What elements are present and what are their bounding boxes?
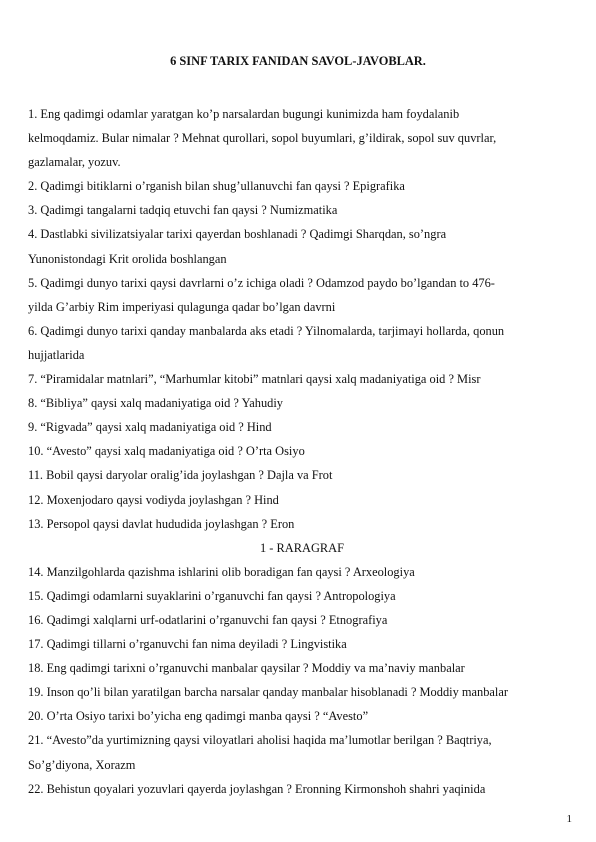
text-line: 17. Qadimgi tillarni o’rganuvchi fan nima deyiladi ? Lingvistika bbox=[28, 637, 347, 652]
text-line: Yunonistondagi Krit orolida boshlangan bbox=[28, 251, 227, 266]
text-line: So’g’diyona, Xorazm bbox=[28, 757, 136, 772]
text-line: 15. Qadimgi odamlarni suyaklarini o’rganuvchi fan qaysi ? Antropologiya bbox=[28, 588, 396, 603]
page-title: 6 SINF TARIX FANIDAN SAVOL-JAVOBLAR. bbox=[170, 54, 426, 68]
text-line: 19. Inson qo’li bilan yaratilgan barcha narsalar qanday manbalar hisoblanadi ? Moddiy manbalar bbox=[28, 685, 508, 700]
text-line: 1. Eng qadimgi odamlar yaratgan ko’p narsalardan bugungi kunimizda ham foydalanib bbox=[28, 107, 460, 121]
text-line: 12. Moxenjodaro qaysi vodiyda joylashgan ? Hind bbox=[28, 492, 279, 507]
text-line: yilda G’arbiy Rim imperiyasi qulagunga qadar bo’lgan davrni bbox=[28, 299, 336, 314]
text-line: 20. O’rta Osiyo tarixi bo’yicha eng qadimgi manba qaysi ? “Avesto” bbox=[28, 709, 369, 724]
text-line: hujjatlarida bbox=[28, 347, 85, 362]
text-line: kelmoqdamiz. Bular nimalar ? Mehnat qurollari, sopol buyumlari, g’ildirak, sopol suv quvrlar, bbox=[28, 131, 497, 146]
text-line: 8. “Bibliya” qaysi xalq madaniyatiga oid ? Yahudiy bbox=[28, 396, 283, 411]
text-line: 11. Bobil qaysi daryolar oralig’ida joylashgan ? Dajla va Frot bbox=[28, 468, 333, 483]
text-line: 22. Behistun qoyalari yozuvlari qayerda joylashgan ? Eronning Kirmonshoh shahri yaqinida bbox=[28, 781, 486, 796]
text-line: 13. Persopol qaysi davlat hududida joylashgan ? Eron bbox=[28, 516, 295, 531]
body-text bbox=[28, 102, 576, 801]
text-line: 7. “Piramidalar matnlari”, “Marhumlar kitobi” matnlari qaysi xalq madaniyatiga oid ? Misr bbox=[28, 372, 481, 387]
text-line: 6. Qadimgi dunyo tarixi qanday manbalarda aks etadi ? Yilnomalarda, tarjimayi hollarda, qonun bbox=[28, 323, 505, 338]
text-line: 2. Qadimgi bitiklarni o’rganish bilan shug’ullanuvchi fan qaysi ? Epigrafika bbox=[28, 179, 405, 194]
text-line: 5. Qadimgi dunyo tarixi qaysi davrlarni o’z ichiga oladi ? Odamzod paydo bo’lgandan to 476- bbox=[28, 275, 495, 290]
text-line: 16. Qadimgi xalqlarni urf-odatlarini o’rganuvchi fan qaysi ? Etnografiya bbox=[28, 612, 388, 627]
page-number: 1 bbox=[566, 813, 572, 825]
text-line: 18. Eng qadimgi tarixni o’rganuvchi manbalar qaysilar ? Moddiy va ma’naviy manbalar bbox=[28, 661, 465, 676]
text-line: 3. Qadimgi tangalarni tadqiq etuvchi fan qaysi ? Numizmatika bbox=[28, 203, 338, 218]
text-line: 14. Manzilgohlarda qazishma ishlarini olib boradigan fan qaysi ? Arxeologiya bbox=[28, 564, 415, 579]
text-line: 10. “Avesto” qaysi xalq madaniyatiga oid ? O’rta Osiyo bbox=[28, 444, 305, 459]
text-line: 9. “Rigvada” qaysi xalq madaniyatiga oid ? Hind bbox=[28, 420, 272, 435]
text-line: 4. Dastlabki sivilizatsiyalar tarixi qayerdan boshlanadi ? Qadimgi Sharqdan, so’ngra bbox=[28, 227, 447, 242]
section-heading: 1 - RARAGRAF bbox=[260, 540, 344, 555]
text-line: gazlamalar, yozuv. bbox=[28, 155, 121, 170]
text-line: 21. “Avesto”da yurtimizning qaysi viloyatlari aholisi haqida ma’lumotlar berilgan ? Baqtriya, bbox=[28, 733, 492, 748]
